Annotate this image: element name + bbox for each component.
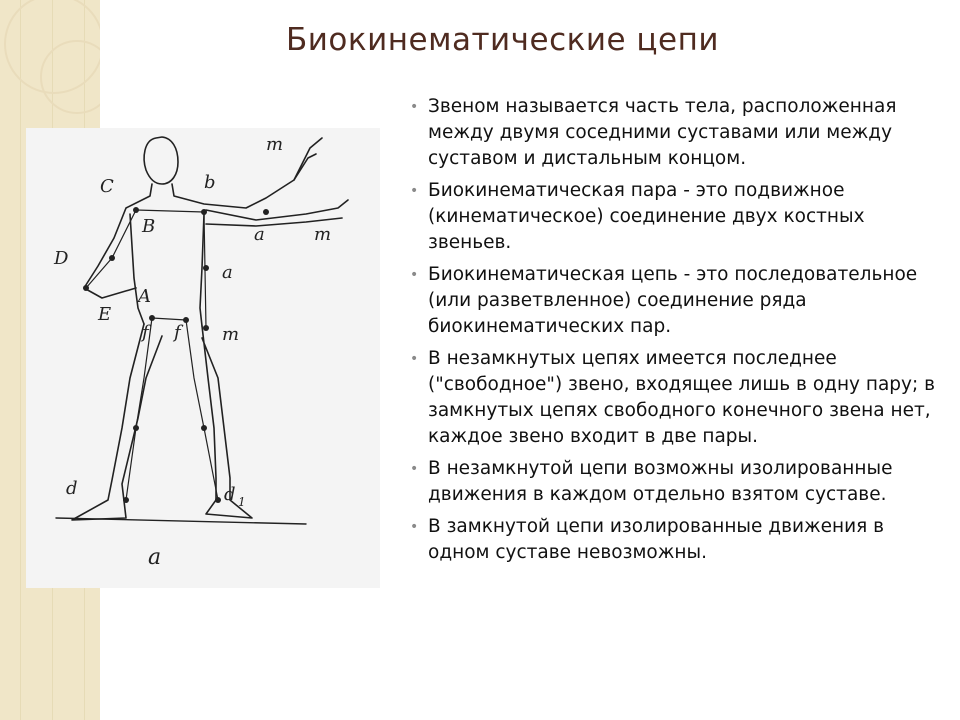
bullet-text: Биокинематическая цепь - это последовательное (или разветвленное) соединение ряда биокинематических пар. (428, 264, 918, 337)
label-d: d (66, 478, 78, 499)
label-f: f (142, 322, 149, 343)
label-a-arm: a (254, 224, 265, 245)
slide-title: Биокинематические цепи (286, 22, 719, 58)
bullet-icon: • (410, 519, 419, 535)
label-d1-sub: 1 (238, 495, 246, 509)
label-D: D (54, 248, 69, 269)
label-m-torso: m (222, 324, 240, 345)
label-a-torso: a (222, 262, 233, 283)
bullet-item (408, 514, 938, 566)
bullet-icon: • (410, 267, 419, 283)
label-d1: d (224, 484, 236, 505)
label-m-arm: m (314, 224, 332, 245)
label-f1: f (174, 322, 181, 343)
bullet-text: Звеном называется часть тела, расположенная между двумя соседними суставами или между суставом и дистальным концом. (428, 96, 897, 169)
label-B: B (142, 216, 156, 237)
bullet-item (408, 178, 938, 256)
bullet-item (408, 456, 938, 508)
bullet-list (408, 94, 938, 572)
bullet-text: В незамкнутой цепи возможны изолированные движения в каждом отдельно взятом суставе. (428, 458, 893, 505)
bullet-text: В незамкнутых цепях имеется последнее ("свободное") звено, входящее лишь в одну пару; в замкнутых цепях свободного конечного звена нет, каждое звено входит в две пары. (428, 348, 936, 447)
strip-line (20, 0, 21, 720)
bullet-text: Биокинематическая пара - это подвижное (кинематическое) соединение двух костных звеньев. (428, 180, 865, 253)
bullet-item (408, 262, 938, 340)
figure-drawing (26, 128, 380, 588)
bullet-icon: • (410, 183, 419, 199)
label-c: C (100, 176, 114, 197)
bullet-icon: • (410, 351, 419, 367)
label-A: A (138, 286, 151, 307)
bullet-text: В замкнутой цепи изолированные движения в одном суставе невозможны. (428, 516, 885, 563)
label-E: E (98, 304, 112, 325)
label-m-top: m (266, 134, 284, 155)
biokinematic-figure (26, 128, 380, 588)
label-a-caption: a (148, 545, 162, 570)
bullet-item (408, 346, 938, 450)
label-b: b (204, 172, 216, 193)
bullet-icon: • (410, 99, 419, 115)
bullet-icon: • (410, 461, 419, 477)
bullet-item (408, 94, 938, 172)
